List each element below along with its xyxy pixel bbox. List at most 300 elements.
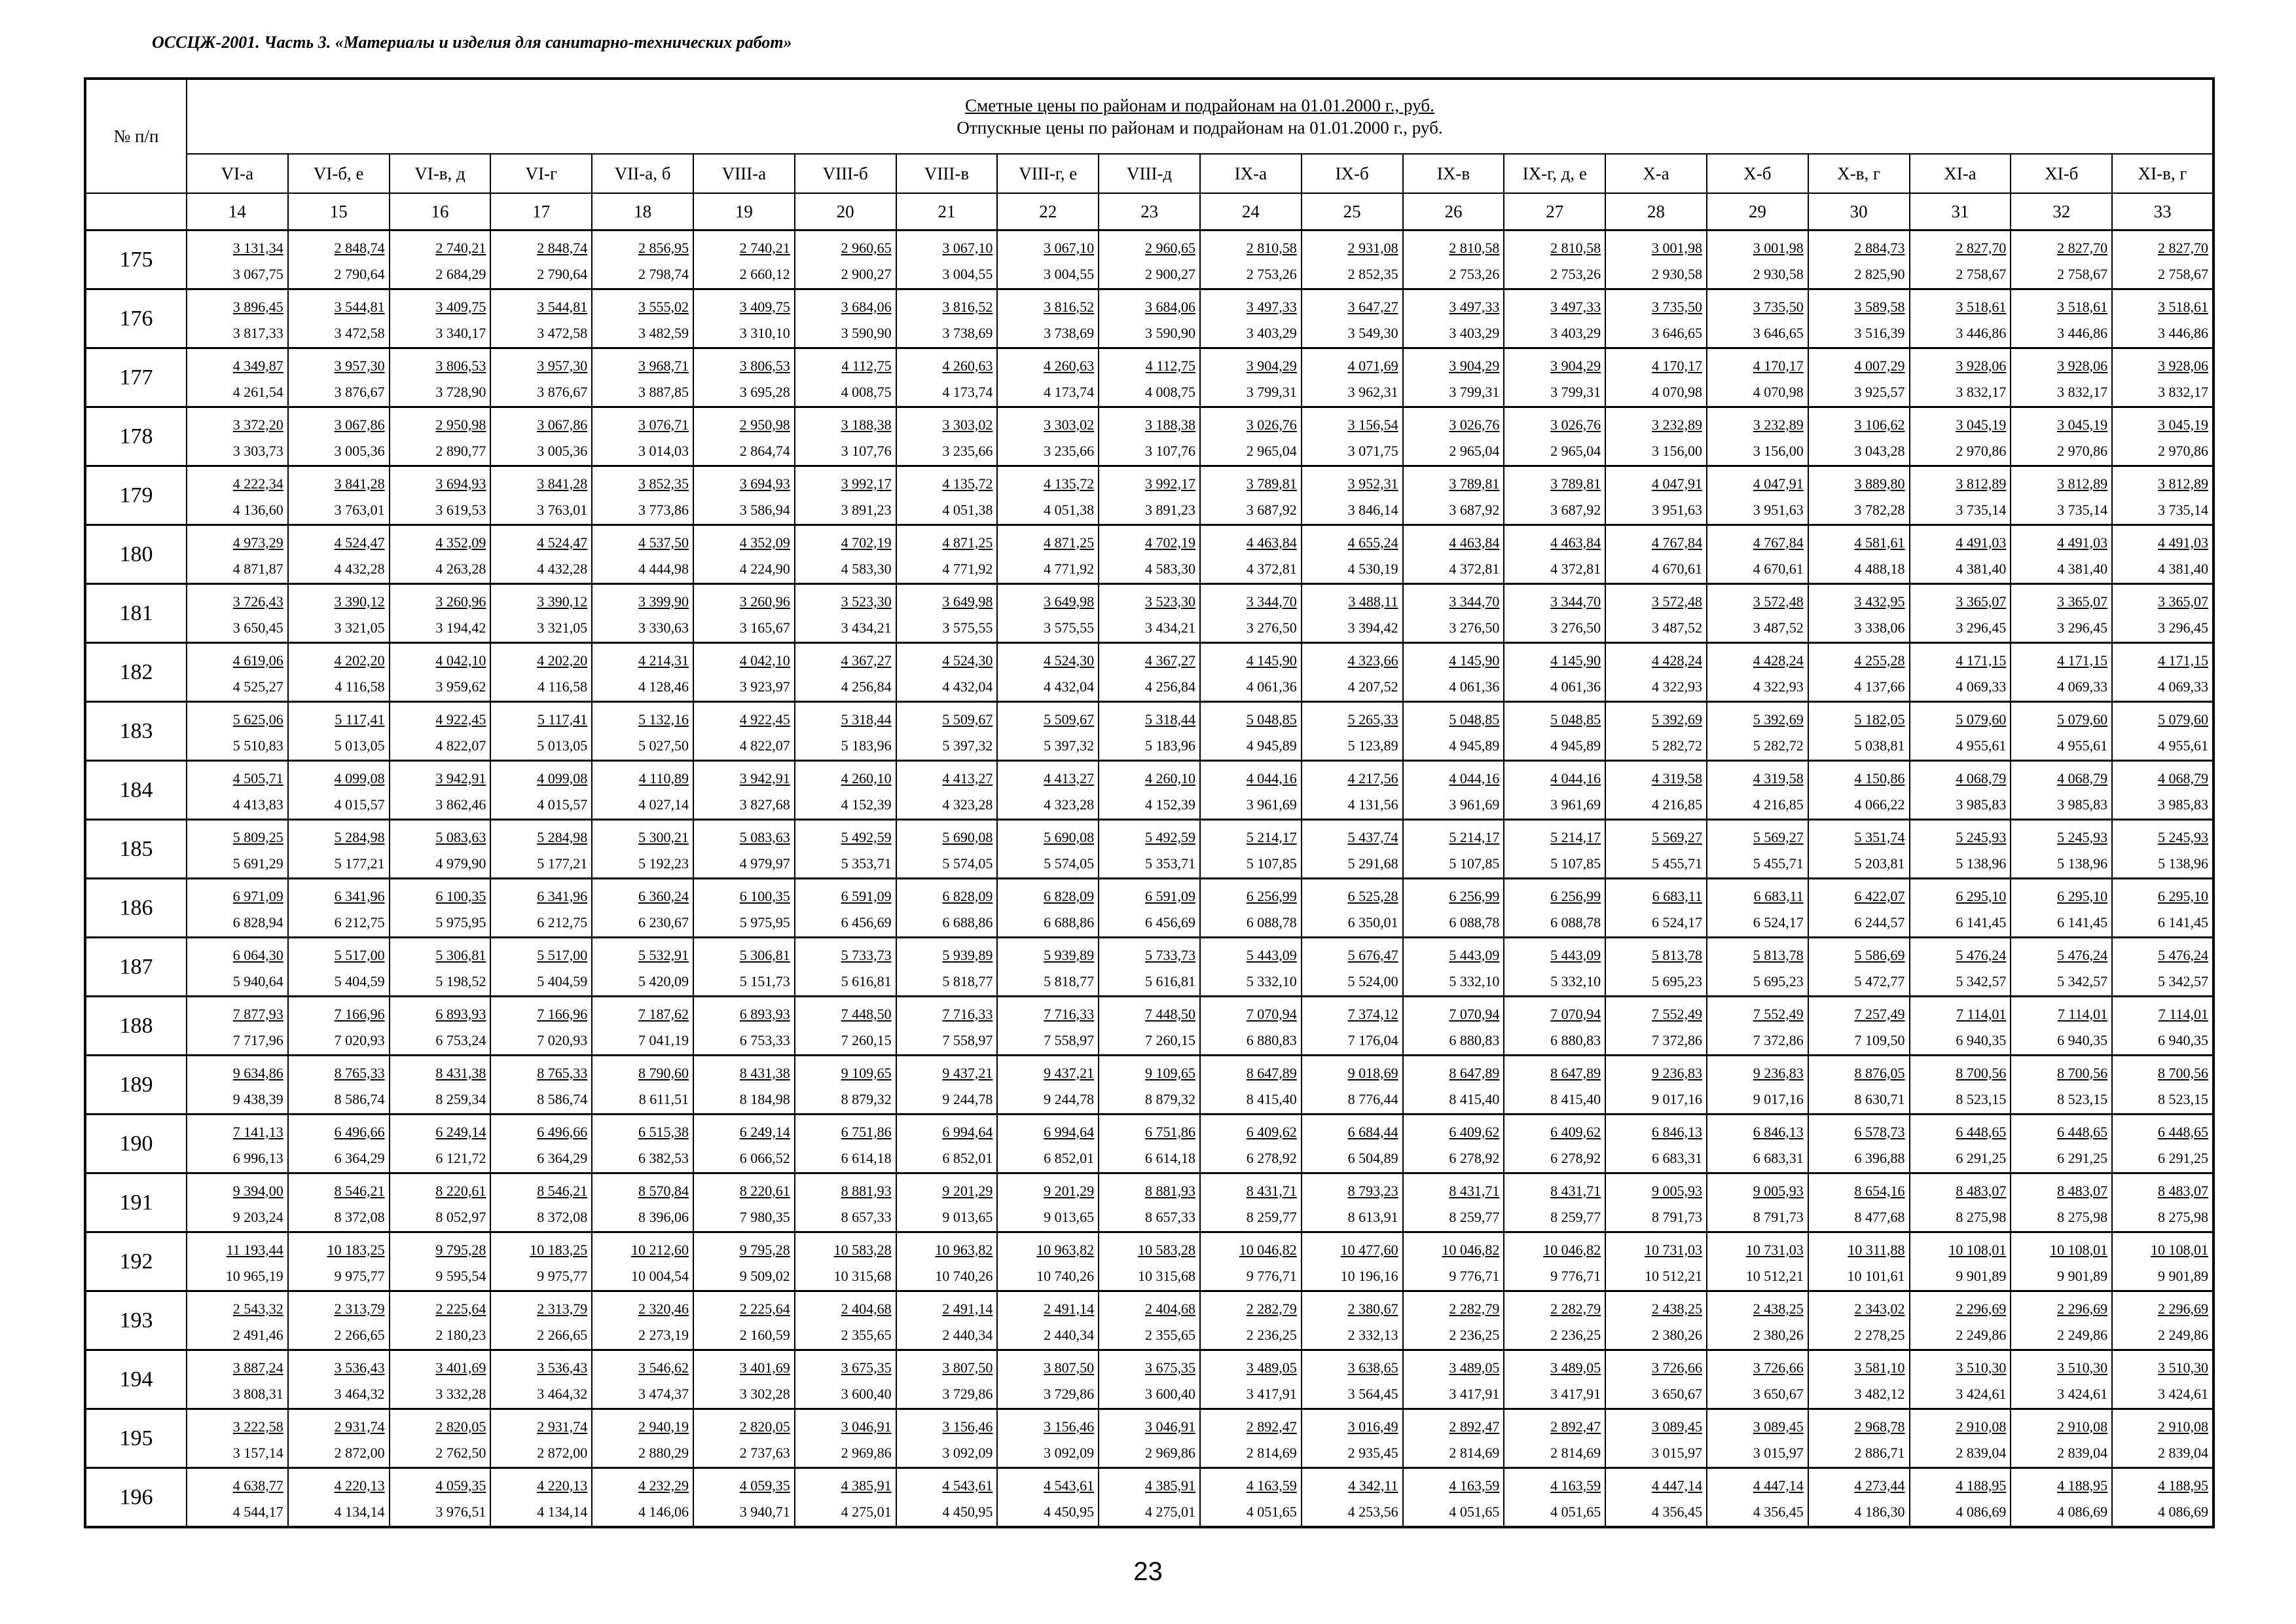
estimate-price: 4 491,03 — [2057, 534, 2108, 551]
estimate-price: 10 046,82 — [1239, 1241, 1297, 1258]
estimate-price: 4 232,29 — [638, 1477, 689, 1494]
price-cell — [1504, 1115, 1605, 1173]
region-header: XI-б — [2011, 154, 2112, 193]
price-cell — [1302, 289, 1403, 348]
release-price: 4 822,07 — [435, 737, 486, 754]
release-price: 3 434,21 — [1144, 619, 1195, 636]
estimate-price: 3 904,29 — [1246, 357, 1297, 374]
release-price: 8 630,71 — [1854, 1090, 1905, 1107]
estimate-price: 8 647,89 — [1246, 1064, 1297, 1081]
release-price: 5 013,05 — [334, 737, 385, 754]
release-price: 6 141,45 — [2158, 913, 2208, 931]
release-price: 3 687,92 — [1550, 501, 1601, 518]
price-cell — [187, 1232, 288, 1291]
release-price: 3 827,68 — [739, 796, 790, 813]
estimate-price: 4 188,95 — [2057, 1477, 2108, 1494]
price-cell — [1808, 643, 1910, 702]
release-price: 5 975,95 — [435, 913, 486, 931]
price-cell — [1808, 1350, 1910, 1409]
price-cell — [693, 407, 795, 466]
region-header: X-а — [1605, 154, 1707, 193]
price-cell — [795, 231, 896, 289]
estimate-price: 4 428,24 — [1753, 652, 1804, 669]
release-price: 2 180,23 — [435, 1326, 486, 1343]
estimate-price: 2 282,79 — [1550, 1300, 1601, 1317]
price-cell — [1099, 1350, 1200, 1409]
price-cell — [896, 1350, 998, 1409]
estimate-price: 3 399,90 — [638, 593, 689, 610]
estimate-price: 2 282,79 — [1246, 1300, 1297, 1317]
price-cell — [2112, 1173, 2214, 1232]
release-price: 4 207,52 — [1347, 678, 1398, 695]
release-price: 3 302,28 — [739, 1385, 790, 1402]
estimate-price: 6 256,99 — [1550, 887, 1601, 904]
estimate-price: 2 940,19 — [638, 1418, 689, 1435]
price-cell — [1504, 761, 1605, 820]
estimate-price: 10 108,01 — [2050, 1241, 2108, 1258]
estimate-price: 4 188,95 — [2158, 1477, 2208, 1494]
estimate-price: 4 220,13 — [537, 1477, 588, 1494]
price-cell — [997, 1291, 1099, 1350]
price-cell — [490, 1468, 592, 1528]
price-cell — [1808, 289, 1910, 348]
release-price: 3 403,29 — [1550, 324, 1601, 341]
release-price: 4 955,61 — [2158, 737, 2208, 754]
column-index: 17 — [490, 193, 592, 231]
release-price: 2 249,86 — [2158, 1326, 2208, 1343]
price-cell — [997, 761, 1099, 820]
release-price: 3 092,09 — [942, 1444, 993, 1461]
release-price: 2 965,04 — [1550, 442, 1601, 459]
price-cell — [490, 1291, 592, 1350]
estimate-price: 4 171,15 — [2057, 652, 2108, 669]
estimate-price: 6 496,66 — [537, 1123, 588, 1140]
release-price: 6 212,75 — [537, 913, 588, 931]
price-cell — [1099, 879, 1200, 938]
estimate-price: 4 068,79 — [2158, 769, 2208, 786]
release-price: 3 276,50 — [1550, 619, 1601, 636]
estimate-price: 2 931,08 — [1347, 239, 1398, 256]
price-cell — [795, 584, 896, 643]
release-price: 5 695,23 — [1651, 972, 1702, 989]
price-cell — [592, 348, 693, 407]
release-price: 3 876,67 — [334, 383, 385, 400]
estimate-price: 7 877,93 — [232, 1005, 283, 1022]
estimate-price: 5 809,25 — [232, 828, 283, 845]
release-price: 8 259,77 — [1449, 1208, 1500, 1225]
region-header: VI-в, д — [390, 154, 491, 193]
price-cell — [390, 1291, 491, 1350]
table-row — [85, 289, 2214, 348]
price-cell — [795, 466, 896, 525]
price-cell — [1099, 289, 1200, 348]
release-price: 5 353,71 — [1144, 855, 1195, 872]
estimate-price: 9 005,93 — [1651, 1182, 1702, 1199]
price-cell — [1707, 643, 1808, 702]
estimate-price: 5 476,24 — [1956, 946, 2007, 963]
estimate-price: 3 344,70 — [1449, 593, 1500, 610]
price-cell — [1403, 1409, 1504, 1468]
price-cell — [896, 643, 998, 702]
estimate-price: 3 957,30 — [334, 357, 385, 374]
estimate-price: 2 543,32 — [232, 1300, 283, 1317]
release-price: 5 282,72 — [1753, 737, 1804, 754]
estimate-price: 4 044,16 — [1246, 769, 1297, 786]
release-price: 2 249,86 — [1956, 1326, 2007, 1343]
price-cell — [1099, 1232, 1200, 1291]
price-cell — [1808, 1468, 1910, 1528]
price-cell — [1302, 879, 1403, 938]
column-index: 29 — [1707, 193, 1808, 231]
release-price: 3 487,52 — [1651, 619, 1702, 636]
estimate-price: 2 438,25 — [1753, 1300, 1804, 1317]
estimate-price: 2 827,70 — [2158, 239, 2208, 256]
estimate-price: 4 973,29 — [232, 534, 283, 551]
price-cell — [693, 1291, 795, 1350]
price-cell — [1403, 1115, 1504, 1173]
price-cell — [1302, 231, 1403, 289]
estimate-price: 3 303,02 — [942, 416, 993, 433]
release-price: 4 116,58 — [335, 678, 385, 695]
estimate-price: 6 409,62 — [1550, 1123, 1601, 1140]
release-price: 5 404,59 — [334, 972, 385, 989]
caption-release-prices: Отпускные цены по районам и подрайонам на 01.01.2000 г., руб. — [957, 118, 1443, 138]
estimate-price: 4 170,17 — [1753, 357, 1804, 374]
price-cell — [490, 289, 592, 348]
estimate-price: 3 952,31 — [1347, 475, 1398, 492]
price-cell — [2011, 1409, 2112, 1468]
release-price: 4 086,69 — [1956, 1503, 2007, 1520]
price-cell — [2011, 761, 2112, 820]
price-cell — [1302, 1115, 1403, 1173]
release-price: 2 839,04 — [2057, 1444, 2108, 1461]
release-price: 4 381,40 — [2158, 560, 2208, 577]
estimate-price: 8 546,21 — [334, 1182, 385, 1199]
estimate-price: 8 431,71 — [1550, 1182, 1601, 1199]
price-cell — [1707, 997, 1808, 1056]
release-price: 2 758,67 — [1956, 265, 2007, 282]
estimate-price: 5 245,93 — [2057, 828, 2108, 845]
row-number: 187 — [85, 938, 187, 997]
estimate-price: 4 447,14 — [1753, 1477, 1804, 1494]
price-cell — [592, 584, 693, 643]
estimate-price: 8 876,05 — [1854, 1064, 1905, 1081]
release-price: 9 244,78 — [1044, 1090, 1095, 1107]
price-cell — [187, 584, 288, 643]
price-cell — [288, 938, 390, 997]
estimate-price: 5 132,16 — [638, 710, 689, 728]
release-price: 3 417,91 — [1449, 1385, 1500, 1402]
release-price: 2 825,90 — [1854, 265, 1905, 282]
price-cell — [1099, 702, 1200, 761]
release-price: 3 482,59 — [638, 324, 689, 341]
estimate-price: 6 341,96 — [537, 887, 588, 904]
release-price: 6 504,89 — [1347, 1149, 1398, 1166]
estimate-price: 5 813,78 — [1753, 946, 1804, 963]
estimate-price: 3 497,33 — [1550, 298, 1601, 315]
release-price: 4 670,61 — [1651, 560, 1702, 577]
estimate-price: 4 702,19 — [1144, 534, 1195, 551]
row-number: 182 — [85, 643, 187, 702]
price-cell — [896, 289, 998, 348]
price-cell — [490, 702, 592, 761]
price-cell — [795, 702, 896, 761]
estimate-price: 2 810,58 — [1449, 239, 1500, 256]
release-price: 4 822,07 — [739, 737, 790, 754]
price-cell — [795, 1173, 896, 1232]
estimate-price: 9 437,21 — [1044, 1064, 1095, 1081]
estimate-price: 4 273,44 — [1854, 1477, 1905, 1494]
price-cell — [490, 231, 592, 289]
release-price: 3 575,55 — [942, 619, 993, 636]
price-cell — [693, 1056, 795, 1115]
estimate-price: 8 431,38 — [739, 1064, 790, 1081]
price-cell — [997, 1350, 1099, 1409]
price-cell — [390, 702, 491, 761]
estimate-price: 3 067,10 — [942, 239, 993, 256]
release-price: 8 791,73 — [1753, 1208, 1804, 1225]
release-price: 5 397,32 — [1044, 737, 1095, 754]
price-cell — [390, 1468, 491, 1528]
release-price: 9 776,71 — [1246, 1267, 1297, 1284]
price-cell — [1504, 584, 1605, 643]
estimate-price: 9 201,29 — [1044, 1182, 1095, 1199]
estimate-price: 5 476,24 — [2158, 946, 2208, 963]
estimate-price: 8 546,21 — [537, 1182, 588, 1199]
release-price: 3 799,31 — [1550, 383, 1601, 400]
release-price: 8 415,40 — [1550, 1090, 1601, 1107]
price-cell — [2011, 702, 2112, 761]
release-price: 10 315,68 — [1137, 1267, 1195, 1284]
estimate-price: 8 793,23 — [1347, 1182, 1398, 1199]
row-number: 191 — [85, 1173, 187, 1232]
estimate-price: 5 569,27 — [1753, 828, 1804, 845]
row-number: 185 — [85, 820, 187, 879]
estimate-price: 4 171,15 — [2158, 652, 2208, 669]
release-price: 5 574,05 — [942, 855, 993, 872]
estimate-price: 3 684,06 — [841, 298, 892, 315]
release-price: 6 088,78 — [1449, 913, 1500, 931]
estimate-price: 3 942,91 — [435, 769, 486, 786]
release-price: 9 203,24 — [232, 1208, 283, 1225]
release-price: 3 687,92 — [1449, 501, 1500, 518]
release-price: 6 088,78 — [1550, 913, 1601, 931]
table-row — [85, 1115, 2214, 1173]
price-cell — [997, 584, 1099, 643]
price-cell — [1605, 1409, 1707, 1468]
estimate-price: 7 552,49 — [1753, 1005, 1804, 1022]
price-cell — [1707, 879, 1808, 938]
estimate-price: 5 676,47 — [1347, 946, 1398, 963]
price-cell — [1200, 1409, 1302, 1468]
release-price: 4 275,01 — [841, 1503, 892, 1520]
estimate-price: 3 675,35 — [841, 1359, 892, 1376]
price-cell — [896, 525, 998, 584]
release-price: 6 880,83 — [1550, 1031, 1601, 1048]
release-price: 2 249,86 — [2057, 1326, 2108, 1343]
price-cell — [1707, 1409, 1808, 1468]
estimate-price: 5 392,69 — [1753, 710, 1804, 728]
price-cell — [1707, 1115, 1808, 1173]
price-cell — [390, 938, 491, 997]
release-price: 5 192,23 — [638, 855, 689, 872]
estimate-price: 8 790,60 — [638, 1064, 689, 1081]
release-price: 4 137,66 — [1854, 678, 1905, 695]
estimate-price: 5 939,89 — [942, 946, 993, 963]
release-price: 8 657,33 — [1144, 1208, 1195, 1225]
estimate-price: 4 217,56 — [1347, 769, 1398, 786]
release-price: 8 396,06 — [638, 1208, 689, 1225]
release-price: 3 590,90 — [841, 324, 892, 341]
release-price: 3 303,73 — [232, 442, 283, 459]
estimate-price: 3 156,46 — [942, 1418, 993, 1435]
price-cell — [1504, 1291, 1605, 1350]
release-price: 2 355,65 — [1144, 1326, 1195, 1343]
price-cell — [187, 643, 288, 702]
estimate-price: 4 260,63 — [1044, 357, 1095, 374]
price-cell — [693, 289, 795, 348]
price-cell — [693, 879, 795, 938]
estimate-price: 4 767,84 — [1651, 534, 1702, 551]
price-cell — [187, 820, 288, 879]
price-cell — [1605, 1115, 1707, 1173]
release-price: 4 356,45 — [1753, 1503, 1804, 1520]
price-cell — [693, 348, 795, 407]
price-cell — [1099, 466, 1200, 525]
price-cell — [997, 820, 1099, 879]
price-cell — [693, 1173, 795, 1232]
estimate-price: 3 638,65 — [1347, 1359, 1398, 1376]
estimate-price: 8 220,61 — [739, 1182, 790, 1199]
price-cell — [187, 702, 288, 761]
estimate-price: 5 048,85 — [1449, 710, 1500, 728]
region-header: IX-б — [1302, 154, 1403, 193]
release-price: 6 382,53 — [638, 1149, 689, 1166]
estimate-price: 4 042,10 — [739, 652, 790, 669]
price-cell — [187, 525, 288, 584]
release-price: 2 872,00 — [537, 1444, 588, 1461]
price-cell — [1099, 1291, 1200, 1350]
release-price: 2 753,26 — [1449, 265, 1500, 282]
release-price: 3 782,28 — [1854, 501, 1905, 518]
column-header-number: № п/п — [85, 79, 187, 193]
release-price: 8 275,98 — [2158, 1208, 2208, 1225]
release-price: 10 740,26 — [935, 1267, 993, 1284]
release-price: 6 524,17 — [1753, 913, 1804, 931]
release-price: 7 717,96 — [232, 1031, 283, 1048]
price-cell — [288, 466, 390, 525]
release-price: 3 107,76 — [841, 442, 892, 459]
estimate-price: 9 109,65 — [841, 1064, 892, 1081]
estimate-price: 3 260,96 — [739, 593, 790, 610]
release-price: 6 396,88 — [1854, 1149, 1905, 1166]
estimate-price: 7 448,50 — [1144, 1005, 1195, 1022]
release-price: 3 417,91 — [1550, 1385, 1601, 1402]
region-header: VIII-д — [1099, 154, 1200, 193]
price-cell — [1302, 348, 1403, 407]
price-cell — [592, 1350, 693, 1409]
release-price: 9 595,54 — [435, 1267, 486, 1284]
estimate-price: 10 108,01 — [1948, 1241, 2007, 1258]
release-price: 10 740,26 — [1036, 1267, 1095, 1284]
price-cell — [1504, 407, 1605, 466]
release-price: 4 372,81 — [1246, 560, 1297, 577]
estimate-price: 5 245,93 — [2158, 828, 2208, 845]
estimate-price: 6 893,93 — [435, 1005, 486, 1022]
price-cell — [2011, 1115, 2112, 1173]
estimate-price: 5 079,60 — [1956, 710, 2007, 728]
estimate-price: 2 282,79 — [1449, 1300, 1500, 1317]
estimate-price: 5 284,98 — [537, 828, 588, 845]
estimate-price: 3 675,35 — [1144, 1359, 1195, 1376]
price-cell — [1605, 1468, 1707, 1528]
price-cell — [187, 348, 288, 407]
price-cell — [997, 231, 1099, 289]
price-cell — [390, 643, 491, 702]
price-cell — [490, 1232, 592, 1291]
release-price: 2 852,35 — [1347, 265, 1398, 282]
release-price: 4 070,98 — [1753, 383, 1804, 400]
price-cell — [592, 407, 693, 466]
estimate-price: 7 166,96 — [334, 1005, 385, 1022]
release-price: 2 491,46 — [232, 1326, 283, 1343]
price-cell — [896, 761, 998, 820]
page-number: 23 — [1133, 1557, 1163, 1586]
table-row — [85, 997, 2214, 1056]
release-price: 6 291,25 — [2057, 1149, 2108, 1166]
release-price: 4 070,98 — [1651, 383, 1702, 400]
price-cell — [1910, 1232, 2011, 1291]
release-price: 4 134,14 — [537, 1503, 588, 1520]
release-price: 2 839,04 — [1956, 1444, 2007, 1461]
release-price: 8 275,98 — [2057, 1208, 2108, 1225]
release-price: 3 194,42 — [435, 619, 486, 636]
table-row — [85, 938, 2214, 997]
estimate-price: 6 448,65 — [2057, 1123, 2108, 1140]
release-price: 6 828,94 — [232, 913, 283, 931]
release-price: 3 310,10 — [739, 324, 790, 341]
release-price: 4 256,84 — [1144, 678, 1195, 695]
release-price: 3 004,55 — [1044, 265, 1095, 282]
price-cell — [2112, 407, 2214, 466]
estimate-price: 4 543,61 — [942, 1477, 993, 1494]
estimate-price: 4 202,20 — [537, 652, 588, 669]
estimate-price: 2 313,79 — [334, 1300, 385, 1317]
release-price: 3 876,67 — [537, 383, 588, 400]
price-cell — [1504, 1468, 1605, 1528]
release-price: 2 737,63 — [739, 1444, 790, 1461]
row-number: 189 — [85, 1056, 187, 1115]
price-cell — [2112, 584, 2214, 643]
price-cell — [1099, 348, 1200, 407]
estimate-price: 6 249,14 — [739, 1123, 790, 1140]
release-price: 5 183,96 — [1144, 737, 1195, 754]
estimate-price: 3 807,50 — [942, 1359, 993, 1376]
release-price: 3 846,14 — [1347, 501, 1398, 518]
region-header: VI-г — [490, 154, 592, 193]
release-price: 6 291,25 — [1956, 1149, 2007, 1166]
price-cell — [2011, 231, 2112, 289]
release-price: 5 940,64 — [232, 972, 283, 989]
release-price: 2 758,67 — [2057, 265, 2108, 282]
release-price: 3 799,31 — [1246, 383, 1297, 400]
release-price: 9 013,65 — [942, 1208, 993, 1225]
release-price: 3 695,28 — [739, 383, 790, 400]
price-cell — [896, 1232, 998, 1291]
release-price: 8 477,68 — [1854, 1208, 1905, 1225]
estimate-price: 10 108,01 — [2151, 1241, 2208, 1258]
price-cell — [795, 1468, 896, 1528]
